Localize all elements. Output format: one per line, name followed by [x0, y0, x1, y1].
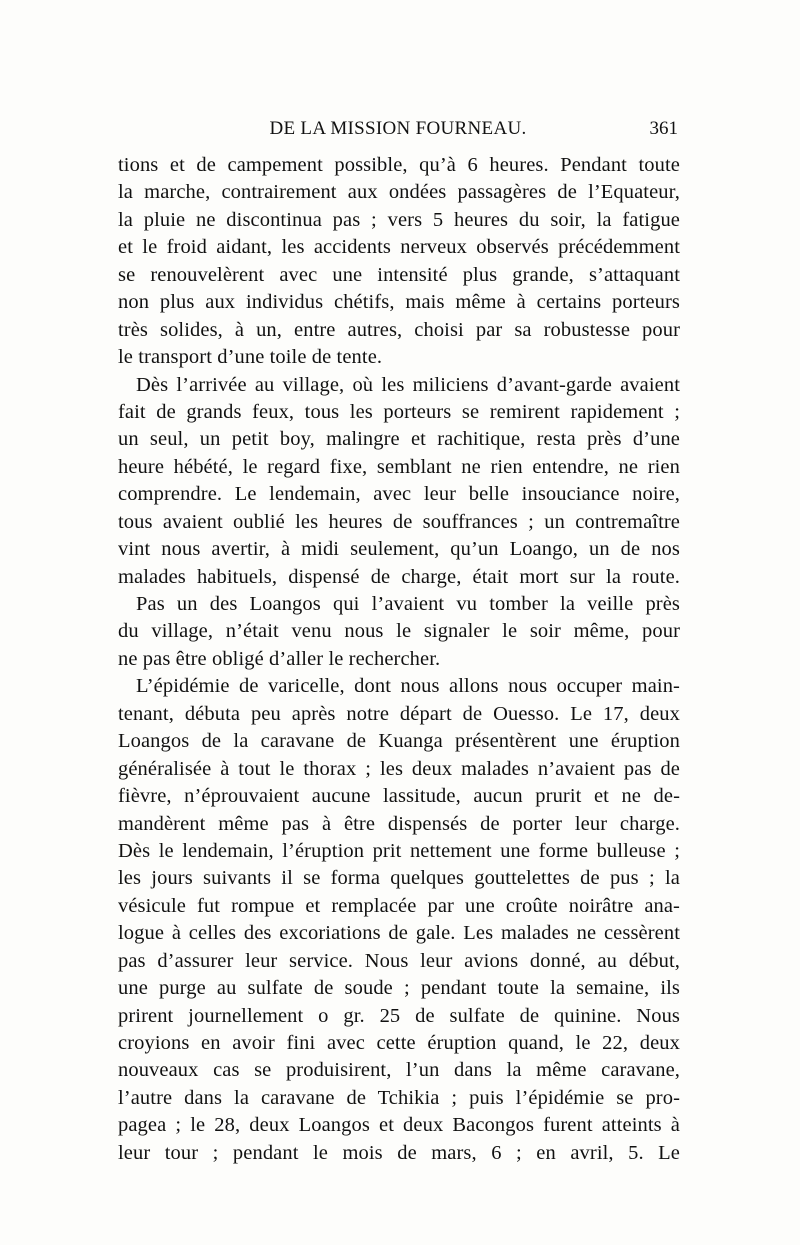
- page-number: 361: [649, 118, 678, 139]
- text-line: Dès l’arrivée au village, où les miliciens d’avant-garde avaient: [136, 373, 680, 396]
- text-line: mandèrent même pas à être dispensés de porter leur charge.: [118, 812, 680, 835]
- text-line: tions et de campement possible, qu’à 6 heures. Pendant toute: [118, 154, 680, 176]
- text-line: malades habituels, dispensé de charge, était mort sur la route.: [118, 565, 680, 588]
- text-line: nouveaux cas se produisirent, l’un dans la même caravane,: [118, 1059, 680, 1082]
- text-line: du village, n’était venu nous le signaler le soir même, pour: [118, 620, 680, 643]
- text-line: se renouvelèrent avec une intensité plus grande, s’attaquant: [118, 263, 680, 286]
- text-line: croyions en avoir fini avec cette éruption quand, le 22, deux: [118, 1032, 680, 1054]
- text-line: fait de grands feux, tous les porteurs se remirent rapidement ;: [118, 400, 680, 423]
- body-text: [118, 152, 680, 1167]
- text-line: Loangos de la caravane de Kuanga présentèrent une éruption: [118, 730, 680, 753]
- text-line: fièvre, n’éprouvaient aucune lassitude, aucun prurit et ne de-: [118, 785, 680, 808]
- text-line: et le froid aidant, les accidents nerveux observés précédemment: [118, 236, 680, 259]
- text-line: le transport d’une toile de tente.: [118, 346, 383, 369]
- text-line: comprendre. Le lendemain, avec leur belle insouciance noire,: [118, 483, 680, 506]
- text-line: une purge au sulfate de soude ; pendant toute la semaine, ils: [118, 977, 680, 1000]
- text-line: tenant, débuta peu après notre départ de Ouesso. Le 17, deux: [118, 702, 680, 725]
- text-line: logue à celles des excoriations de gale. Les malades ne cessèrent: [118, 922, 680, 945]
- text-line: vint nous avertir, à midi seulement, qu’un Loango, un de nos: [118, 538, 680, 561]
- text-line: Pas un des Loangos qui l’avaient vu tomber la veille près: [136, 593, 680, 615]
- text-line: généralisée à tout le thorax ; les deux malades n’avaient pas de: [118, 757, 680, 780]
- text-line: les jours suivants il se forma quelques gouttelettes de pus ; la: [118, 867, 680, 890]
- text-line: non plus aux individus chétifs, mais même à certains porteurs: [118, 291, 680, 314]
- text-line: l’autre dans la caravane de Tchikia ; puis l’épidémie se pro-: [118, 1086, 680, 1109]
- text-line: vésicule fut rompue et remplacée par une croûte noirâtre ana-: [118, 894, 680, 917]
- text-line: pagea ; le 28, deux Loangos et deux Bacongos furent atteints à: [118, 1114, 680, 1137]
- text-line: tous avaient oublié les heures de souffrances ; un contremaître: [118, 510, 680, 533]
- text-line: L’épidémie de varicelle, dont nous allons nous occuper main-: [136, 675, 680, 698]
- text-line: heure hébété, le regard fixe, semblant ne rien entendre, ne rien: [118, 455, 680, 478]
- text-line: prirent journellement o gr. 25 de sulfate de quinine. Nous: [118, 1004, 680, 1027]
- running-title: DE LA MISSION FOURNEAU.: [269, 118, 527, 139]
- text-line: la marche, contrairement aux ondées passagères de l’Equateur,: [118, 181, 680, 204]
- text-line: la pluie ne discontinua pas ; vers 5 heures du soir, la fatigue: [118, 208, 680, 231]
- text-line: pas d’assurer leur service. Nous leur avions donné, au début,: [118, 949, 680, 972]
- text-line: Dès le lendemain, l’éruption prit nettement une forme bulleuse ;: [118, 839, 680, 862]
- text-line: très solides, à un, entre autres, choisi par sa robustesse pour: [118, 318, 680, 341]
- text-line: ne pas être obligé d’aller le rechercher.: [118, 647, 441, 670]
- text-line: leur tour ; pendant le mois de mars, 6 ; en avril, 5. Le: [118, 1141, 680, 1164]
- running-head: [118, 118, 678, 148]
- text-line: un seul, un petit boy, malingre et rachitique, resta près d’une: [118, 428, 680, 451]
